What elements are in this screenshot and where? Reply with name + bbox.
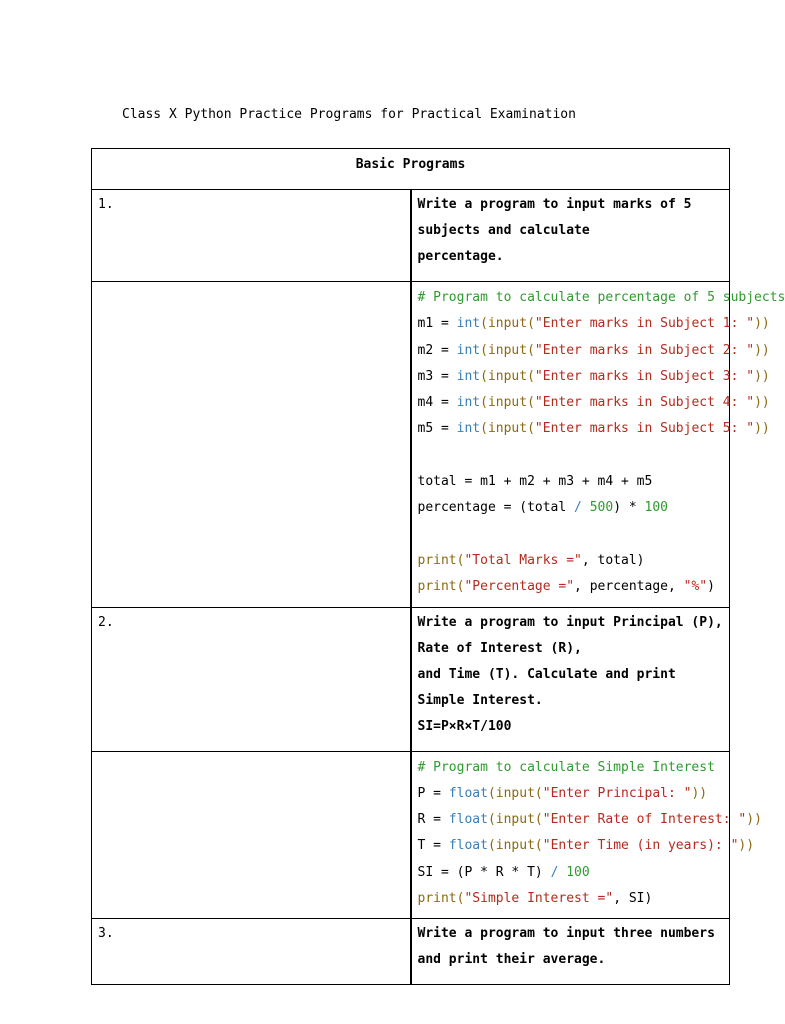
code-token: "Percentage =" (464, 579, 575, 595)
code-token: )) (691, 785, 708, 801)
code-token: m3 = (417, 368, 457, 384)
question-text: Write a program to input marks of 5 subjects and calculate percentage. (411, 190, 730, 282)
code-block (411, 751, 762, 919)
code-token: # Program to calculate percentage of 5 subjects (417, 290, 785, 305)
code-token: , total) (581, 552, 645, 568)
code-token: m5 = (417, 421, 457, 437)
code-line (418, 548, 724, 574)
section-header: Basic Programs (92, 149, 730, 190)
code-token: / (550, 864, 559, 880)
code-token: print( (417, 891, 465, 907)
code-token: float (448, 838, 488, 854)
code-token: )) (754, 316, 770, 332)
code-token: "Enter Principal: " (542, 785, 692, 801)
code-token: )) (754, 368, 770, 384)
code-line (417, 338, 770, 364)
code-line (417, 311, 770, 337)
code-token: T = (417, 838, 449, 854)
code-line (418, 886, 724, 912)
question-row (92, 607, 730, 751)
question-row (92, 919, 730, 985)
code-token: m2 = (417, 342, 457, 358)
code-line (418, 495, 724, 521)
code-token: int (456, 395, 481, 411)
code-token: , percentage, (574, 579, 684, 595)
question-number: 1. (92, 190, 411, 282)
code-token: , SI) (613, 891, 653, 907)
code-token: )) (754, 395, 770, 411)
empty-number-cell (92, 751, 411, 919)
code-row (92, 282, 730, 608)
code-token: int (456, 368, 481, 384)
code-token: m1 = (417, 316, 457, 332)
code-line (417, 285, 785, 311)
code-token: float (448, 812, 488, 828)
code-token: P = (417, 785, 449, 801)
code-line (418, 860, 724, 886)
code-token: int (456, 421, 481, 437)
code-token (582, 500, 590, 515)
code-block (411, 282, 785, 608)
question-number: 2. (92, 607, 411, 751)
code-token: ) (707, 579, 715, 595)
code-line (418, 469, 724, 495)
code-token: float (448, 785, 488, 801)
code-token: (input( (487, 812, 543, 828)
code-token: )) (754, 342, 770, 358)
code-token: # Program to calculate Simple Interest (417, 759, 715, 775)
code-token: (input( (480, 421, 535, 437)
code-token: R = (417, 812, 449, 828)
code-line (418, 755, 724, 781)
code-token: "Enter Time (in years): " (542, 838, 739, 854)
code-line (417, 807, 762, 833)
code-token: (input( (487, 838, 543, 854)
code-token: )) (738, 838, 755, 854)
code-token: "Simple Interest =" (464, 891, 614, 907)
code-token: "Enter marks in Subject 4: " (534, 395, 755, 411)
code-token: SI = (P * R * T) (417, 864, 551, 880)
code-token: (input( (480, 316, 535, 332)
code-line (417, 390, 770, 416)
code-token: total = m1 + m2 + m3 + m4 + m5 (417, 474, 653, 490)
code-row (92, 751, 730, 919)
page-title: Class X Python Practice Programs for Practical Examination (122, 107, 576, 122)
code-token: / (574, 500, 582, 516)
question-number: 3. (92, 919, 411, 985)
code-token: print( (417, 552, 465, 568)
code-line (418, 522, 724, 548)
code-line (417, 364, 770, 390)
code-line (418, 443, 724, 469)
program-table (91, 148, 785, 985)
code-token: (input( (480, 395, 535, 411)
question-text: Write a program to input three numbers and print their average. (411, 919, 730, 985)
code-token: )) (746, 812, 762, 828)
empty-number-cell (92, 282, 411, 608)
code-token: 100 (644, 500, 668, 516)
code-token: print( (417, 579, 465, 595)
code-token: int (456, 316, 481, 332)
code-token: "Enter Rate of Interest: " (542, 812, 747, 828)
code-token: 500 (589, 500, 614, 516)
code-token: (input( (487, 785, 543, 801)
code-token: ) * (613, 500, 645, 516)
code-line (417, 416, 770, 442)
code-token: (input( (480, 342, 535, 358)
code-token: int (456, 342, 481, 358)
question-text: Write a program to input Principal (P), Rate of Interest (R), and Time (T). Calculate and print Simple Interest. SI=P×R×T/100 (411, 607, 730, 751)
code-line (418, 781, 724, 807)
code-token: m4 = (417, 395, 457, 411)
code-token: )) (754, 421, 770, 437)
code-token: "%" (683, 579, 708, 595)
code-token: "Enter marks in Subject 1: " (534, 316, 755, 332)
question-row (92, 190, 730, 282)
code-line (418, 574, 724, 600)
code-line (417, 833, 755, 859)
code-token: (input( (480, 368, 535, 384)
header-row (92, 149, 730, 190)
code-token: percentage = (total (417, 500, 575, 516)
code-token: "Enter marks in Subject 5: " (534, 421, 755, 437)
code-token: 100 (566, 864, 590, 880)
code-token: "Enter marks in Subject 2: " (534, 342, 755, 358)
code-token: "Total Marks =" (464, 552, 582, 568)
code-token: "Enter marks in Subject 3: " (534, 368, 755, 384)
